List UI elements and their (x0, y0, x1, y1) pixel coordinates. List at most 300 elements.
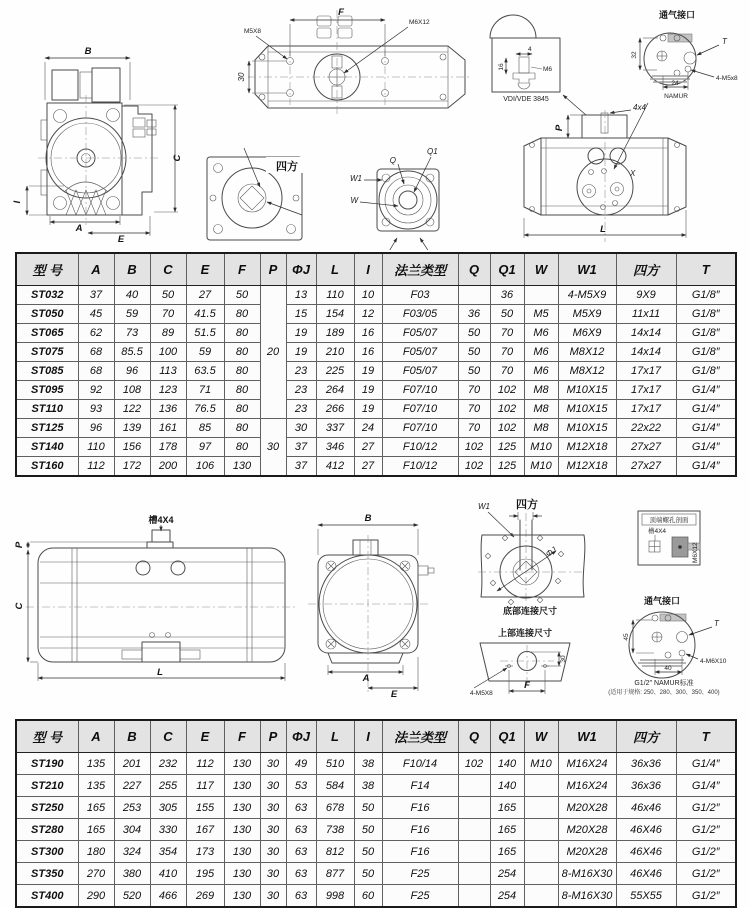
air-dim-24: 24 (671, 80, 679, 87)
value-cell: M8 (524, 419, 558, 438)
value-cell: 63 (286, 841, 316, 863)
value-cell: M20X28 (558, 819, 616, 841)
table-row (16, 885, 736, 908)
namur-range-caption: (适用于规格: 250、280、300、350、400) (608, 690, 720, 696)
model-cell: ST085 (16, 362, 78, 381)
m5x8-holes-label: 4-M5x8 (716, 75, 738, 82)
value-cell: 264 (316, 381, 354, 400)
m6x12-label: M6X12 (409, 19, 430, 26)
value-cell: G1/8″ (676, 324, 736, 343)
value-cell: 678 (316, 797, 354, 819)
vdi-m6-label: M6 (543, 66, 553, 73)
value-cell: 998 (316, 885, 354, 908)
value-cell (524, 885, 558, 908)
square-drive-label: 四方 (516, 499, 538, 511)
value-cell: 63 (286, 885, 316, 908)
air-port-detail-mid (608, 595, 726, 696)
value-cell: 22x22 (616, 419, 676, 438)
column-header: A (78, 720, 114, 753)
value-cell (458, 819, 490, 841)
column-header: B (114, 253, 150, 286)
model-cell: ST095 (16, 381, 78, 400)
table-row (16, 775, 736, 797)
value-cell: 27 (354, 438, 382, 457)
value-cell: F05/07 (382, 343, 458, 362)
column-header: L (316, 720, 354, 753)
value-cell: 165 (490, 797, 524, 819)
w1-label: W1 (350, 174, 362, 183)
value-cell: M8 (524, 400, 558, 419)
value-cell: M10 (524, 438, 558, 457)
value-cell: M12X18 (558, 457, 616, 477)
dim-b-label: B (364, 513, 372, 524)
model-cell: ST075 (16, 343, 78, 362)
value-cell: F05/07 (382, 362, 458, 381)
slot-4x4-label: 4x4 (633, 103, 646, 112)
value-cell: 125 (490, 457, 524, 477)
column-header: E (186, 720, 224, 753)
value-cell: G1/8″ (676, 362, 736, 381)
value-cell: 122 (114, 400, 150, 419)
value-cell: 189 (316, 324, 354, 343)
value-cell: 102 (458, 753, 490, 775)
value-cell: 102 (490, 381, 524, 400)
value-cell: 40 (114, 286, 150, 305)
model-cell: ST400 (16, 885, 78, 908)
column-header: 四方 (616, 253, 676, 286)
value-cell: 23 (286, 400, 316, 419)
value-cell: F05/07 (382, 324, 458, 343)
value-cell: 584 (316, 775, 354, 797)
dim-p-label: P (554, 124, 565, 132)
column-header: C (150, 720, 186, 753)
column-header: ΦJ (286, 720, 316, 753)
column-header: W (524, 720, 558, 753)
table-row (16, 841, 736, 863)
air-dim-32: 32 (631, 51, 638, 59)
middle-drawings-section (0, 487, 750, 722)
value-cell: 125 (490, 438, 524, 457)
value-cell: 41.5 (186, 305, 224, 324)
value-cell: 15 (286, 305, 316, 324)
value-cell: 130 (224, 753, 260, 775)
column-header: 法兰类型 (382, 720, 458, 753)
model-cell: ST350 (16, 863, 78, 885)
value-cell: 14x14 (616, 324, 676, 343)
value-cell: 139 (114, 419, 150, 438)
value-cell: 100 (150, 343, 186, 362)
value-cell: F07/10 (382, 400, 458, 419)
column-header: Q (458, 253, 490, 286)
value-cell: 112 (78, 457, 114, 477)
air-port-title: 通气接口 (643, 596, 681, 606)
table-row (16, 286, 736, 305)
value-cell: M6X9 (558, 324, 616, 343)
dim-30-label: 30 (560, 655, 567, 663)
dim-30-label: 30 (237, 72, 246, 82)
model-cell: ST110 (16, 400, 78, 419)
column-header: P (260, 253, 286, 286)
value-cell: M12X18 (558, 438, 616, 457)
table-row (16, 324, 736, 343)
value-cell: 50 (354, 841, 382, 863)
value-cell: 102 (490, 419, 524, 438)
value-cell: 30 (260, 863, 286, 885)
dimension-table-large-models (15, 719, 737, 908)
value-cell: M6 (524, 362, 558, 381)
dimension-table-small-models (15, 252, 737, 477)
value-cell: 337 (316, 419, 354, 438)
value-cell: F25 (382, 863, 458, 885)
value-cell: 232 (150, 753, 186, 775)
value-cell: 60 (354, 885, 382, 908)
screw-box-title: 顶端螺孔剖面 (649, 517, 689, 524)
column-header: C (150, 253, 186, 286)
value-cell: 102 (458, 457, 490, 477)
value-cell: 76.5 (186, 400, 224, 419)
column-header: F (224, 720, 260, 753)
value-cell: 225 (316, 362, 354, 381)
value-cell: 50 (224, 286, 260, 305)
value-cell: 154 (316, 305, 354, 324)
value-cell: F07/10 (382, 381, 458, 400)
value-cell: 130 (224, 819, 260, 841)
top-screw-hole-section (638, 511, 700, 565)
m5x8-label: M5X8 (244, 28, 261, 35)
value-cell: 49 (286, 753, 316, 775)
value-cell: 738 (316, 819, 354, 841)
value-cell: 254 (490, 885, 524, 908)
value-cell: 36 (458, 305, 490, 324)
phi-j-label: ΦJ (544, 545, 558, 559)
top-view-drawing (237, 7, 472, 116)
value-cell: M8 (524, 381, 558, 400)
value-cell: G1/8″ (676, 343, 736, 362)
value-cell: 330 (150, 819, 186, 841)
model-cell: ST280 (16, 819, 78, 841)
value-cell: F07/10 (382, 419, 458, 438)
value-cell: 19 (286, 343, 316, 362)
vdi-dim-16: 16 (498, 63, 505, 71)
value-cell: 253 (114, 797, 150, 819)
bottom-conn-caption: 底部连接尺寸 (502, 606, 558, 616)
value-cell: 38 (354, 753, 382, 775)
value-cell: 30 (260, 841, 286, 863)
model-cell: ST300 (16, 841, 78, 863)
value-cell: 51.5 (186, 324, 224, 343)
value-cell: 9X9 (616, 286, 676, 305)
value-cell: M10 (524, 457, 558, 477)
model-cell: ST050 (16, 305, 78, 324)
value-cell: 70 (490, 343, 524, 362)
column-header: W1 (558, 253, 616, 286)
model-cell: ST065 (16, 324, 78, 343)
value-cell: 10 (354, 286, 382, 305)
merged-value-cell: 20 (260, 286, 286, 419)
value-cell: 19 (286, 324, 316, 343)
column-header: W1 (558, 720, 616, 753)
column-header: Q1 (490, 253, 524, 286)
value-cell: 304 (114, 819, 150, 841)
value-cell: 93 (78, 400, 114, 419)
value-cell: 17x17 (616, 381, 676, 400)
column-header: 四方 (616, 720, 676, 753)
value-cell: 37 (286, 457, 316, 477)
value-cell: F10/12 (382, 457, 458, 477)
bottom-connection-view (478, 497, 585, 616)
value-cell: M10X15 (558, 381, 616, 400)
value-cell: 50 (354, 863, 382, 885)
m6x12-label: M6X12 (692, 542, 699, 563)
value-cell (524, 286, 558, 305)
value-cell (458, 797, 490, 819)
column-header: I (354, 253, 382, 286)
value-cell: 14x14 (616, 343, 676, 362)
value-cell: 38 (354, 775, 382, 797)
value-cell: 63 (286, 797, 316, 819)
value-cell: 165 (78, 797, 114, 819)
value-cell: 30 (286, 419, 316, 438)
value-cell: 68 (78, 343, 114, 362)
value-cell: 255 (150, 775, 186, 797)
value-cell: 130 (224, 863, 260, 885)
table-row (16, 819, 736, 841)
dim-c-label: C (14, 602, 25, 610)
value-cell: 46X46 (616, 819, 676, 841)
value-cell: 63.5 (186, 362, 224, 381)
value-cell: 16 (354, 343, 382, 362)
w-label: W (350, 196, 358, 205)
table-header-row (16, 253, 736, 286)
value-cell: 96 (78, 419, 114, 438)
value-cell: 466 (150, 885, 186, 908)
value-cell: G1/4″ (676, 381, 736, 400)
value-cell: 130 (224, 841, 260, 863)
value-cell: 89 (150, 324, 186, 343)
dim-a-label: A (362, 673, 370, 684)
value-cell: 80 (224, 438, 260, 457)
value-cell (524, 819, 558, 841)
value-cell: 410 (150, 863, 186, 885)
value-cell: 23 (286, 362, 316, 381)
vdi-vde-detail (490, 15, 586, 115)
value-cell: 27x27 (616, 438, 676, 457)
value-cell: 510 (316, 753, 354, 775)
value-cell: 62 (78, 324, 114, 343)
value-cell: 70 (458, 419, 490, 438)
value-cell: M8X12 (558, 343, 616, 362)
value-cell: 412 (316, 457, 354, 477)
column-header: Q1 (490, 720, 524, 753)
value-cell: M6 (524, 324, 558, 343)
value-cell: 227 (114, 775, 150, 797)
value-cell: 106 (186, 457, 224, 477)
column-header: I (354, 720, 382, 753)
value-cell: F14 (382, 775, 458, 797)
m5x8-holes-label: 4-M5X8 (470, 690, 493, 697)
value-cell: 30 (260, 885, 286, 908)
value-cell: 80 (224, 343, 260, 362)
dim-l-label: L (157, 667, 163, 678)
value-cell: 46X46 (616, 863, 676, 885)
value-cell: 80 (224, 419, 260, 438)
value-cell: G1/4″ (676, 419, 736, 438)
model-cell: ST140 (16, 438, 78, 457)
value-cell: 27 (354, 457, 382, 477)
value-cell: 123 (150, 381, 186, 400)
value-cell: 324 (114, 841, 150, 863)
value-cell: 165 (78, 819, 114, 841)
value-cell: M20X28 (558, 841, 616, 863)
value-cell: M8X12 (558, 362, 616, 381)
column-header: L (316, 253, 354, 286)
square-drive-label: 四方 (276, 161, 298, 173)
value-cell: 85 (186, 419, 224, 438)
dim-b-label: B (84, 46, 92, 57)
value-cell: 254 (490, 863, 524, 885)
slot-4x4-label: 槽4X4 (647, 528, 667, 535)
w1-label: W1 (478, 502, 490, 511)
dim-f-label: F (524, 680, 530, 691)
model-cell: ST125 (16, 419, 78, 438)
value-cell (458, 885, 490, 908)
t-label: T (722, 37, 727, 46)
dim-i-label: I (12, 200, 23, 204)
value-cell: 113 (150, 362, 186, 381)
value-cell: 80 (224, 400, 260, 419)
value-cell: 135 (78, 775, 114, 797)
value-cell: 70 (490, 324, 524, 343)
value-cell: F16 (382, 841, 458, 863)
table-row (16, 343, 736, 362)
value-cell (524, 775, 558, 797)
value-cell: 16 (354, 324, 382, 343)
value-cell: M20X28 (558, 797, 616, 819)
side-view-drawing (14, 514, 296, 681)
value-cell: 102 (458, 438, 490, 457)
value-cell: 290 (78, 885, 114, 908)
dim-a-label: A (75, 223, 83, 234)
value-cell: G1/4″ (676, 438, 736, 457)
value-cell: M16X24 (558, 753, 616, 775)
value-cell: G1/4″ (676, 775, 736, 797)
m6x10-holes-label: 4-M6X10 (700, 658, 727, 665)
namur-label: NAMUR (664, 93, 688, 100)
t-label: T (714, 619, 719, 628)
value-cell: 73 (114, 324, 150, 343)
value-cell: 23 (286, 381, 316, 400)
value-cell: 12 (354, 305, 382, 324)
value-cell: 117 (186, 775, 224, 797)
table-row (16, 797, 736, 819)
value-cell: 30 (260, 819, 286, 841)
value-cell: 36 (490, 286, 524, 305)
vdi-caption: VDI/VDE 3845 (503, 96, 549, 103)
flange-q-view (350, 147, 439, 250)
value-cell: F25 (382, 885, 458, 908)
value-cell: 8-M16X30 (558, 863, 616, 885)
value-cell: 19 (354, 362, 382, 381)
column-header: P (260, 720, 286, 753)
value-cell: G1/2″ (676, 819, 736, 841)
value-cell: 165 (490, 841, 524, 863)
value-cell: 80 (224, 305, 260, 324)
value-cell: 50 (490, 305, 524, 324)
value-cell: 110 (78, 438, 114, 457)
dim-p-label: P (14, 541, 25, 549)
dim-e-label: E (390, 689, 398, 700)
value-cell: 71 (186, 381, 224, 400)
value-cell (458, 841, 490, 863)
value-cell: 19 (354, 400, 382, 419)
value-cell: 140 (490, 753, 524, 775)
column-header: T (676, 253, 736, 286)
value-cell: 130 (224, 775, 260, 797)
value-cell: 172 (114, 457, 150, 477)
value-cell: 112 (186, 753, 224, 775)
value-cell: 27x27 (616, 457, 676, 477)
value-cell: 305 (150, 797, 186, 819)
value-cell: G1/4″ (676, 753, 736, 775)
value-cell: 45 (78, 305, 114, 324)
value-cell: 50 (150, 286, 186, 305)
value-cell: 53 (286, 775, 316, 797)
upper-conn-caption: 上部连接尺寸 (497, 628, 553, 638)
value-cell: G1/8″ (676, 286, 736, 305)
value-cell: 46x46 (616, 797, 676, 819)
value-cell: 19 (354, 381, 382, 400)
value-cell: 195 (186, 863, 224, 885)
dim-e-label: E (117, 234, 125, 245)
front-view-drawing (12, 46, 183, 245)
value-cell: 17x17 (616, 362, 676, 381)
value-cell: 354 (150, 841, 186, 863)
vdi-dim-4: 4 (528, 46, 532, 53)
value-cell: 11x11 (616, 305, 676, 324)
value-cell: 17x17 (616, 400, 676, 419)
value-cell: 36x36 (616, 753, 676, 775)
value-cell: 130 (224, 457, 260, 477)
value-cell: 165 (490, 819, 524, 841)
value-cell: 156 (114, 438, 150, 457)
value-cell: 4-M5X9 (558, 286, 616, 305)
table-row (16, 419, 736, 438)
model-cell: ST190 (16, 753, 78, 775)
dim-c-label: C (172, 154, 183, 162)
value-cell: 180 (78, 841, 114, 863)
value-cell: 8-M16X30 (558, 885, 616, 908)
value-cell (524, 797, 558, 819)
value-cell: 80 (224, 324, 260, 343)
value-cell: F10/12 (382, 438, 458, 457)
model-cell: ST160 (16, 457, 78, 477)
namur-standard-caption: G1/2″ NAMUR标准 (634, 680, 694, 687)
value-cell: 200 (150, 457, 186, 477)
value-cell (458, 286, 490, 305)
value-cell (458, 775, 490, 797)
value-cell: M6 (524, 343, 558, 362)
column-header: W (524, 253, 558, 286)
value-cell: 201 (114, 753, 150, 775)
value-cell: M10 (524, 753, 558, 775)
value-cell: 70 (150, 305, 186, 324)
value-cell: 59 (114, 305, 150, 324)
model-cell: ST210 (16, 775, 78, 797)
table-row (16, 753, 736, 775)
value-cell: 812 (316, 841, 354, 863)
value-cell: G1/4″ (676, 457, 736, 477)
column-header: T (676, 720, 736, 753)
